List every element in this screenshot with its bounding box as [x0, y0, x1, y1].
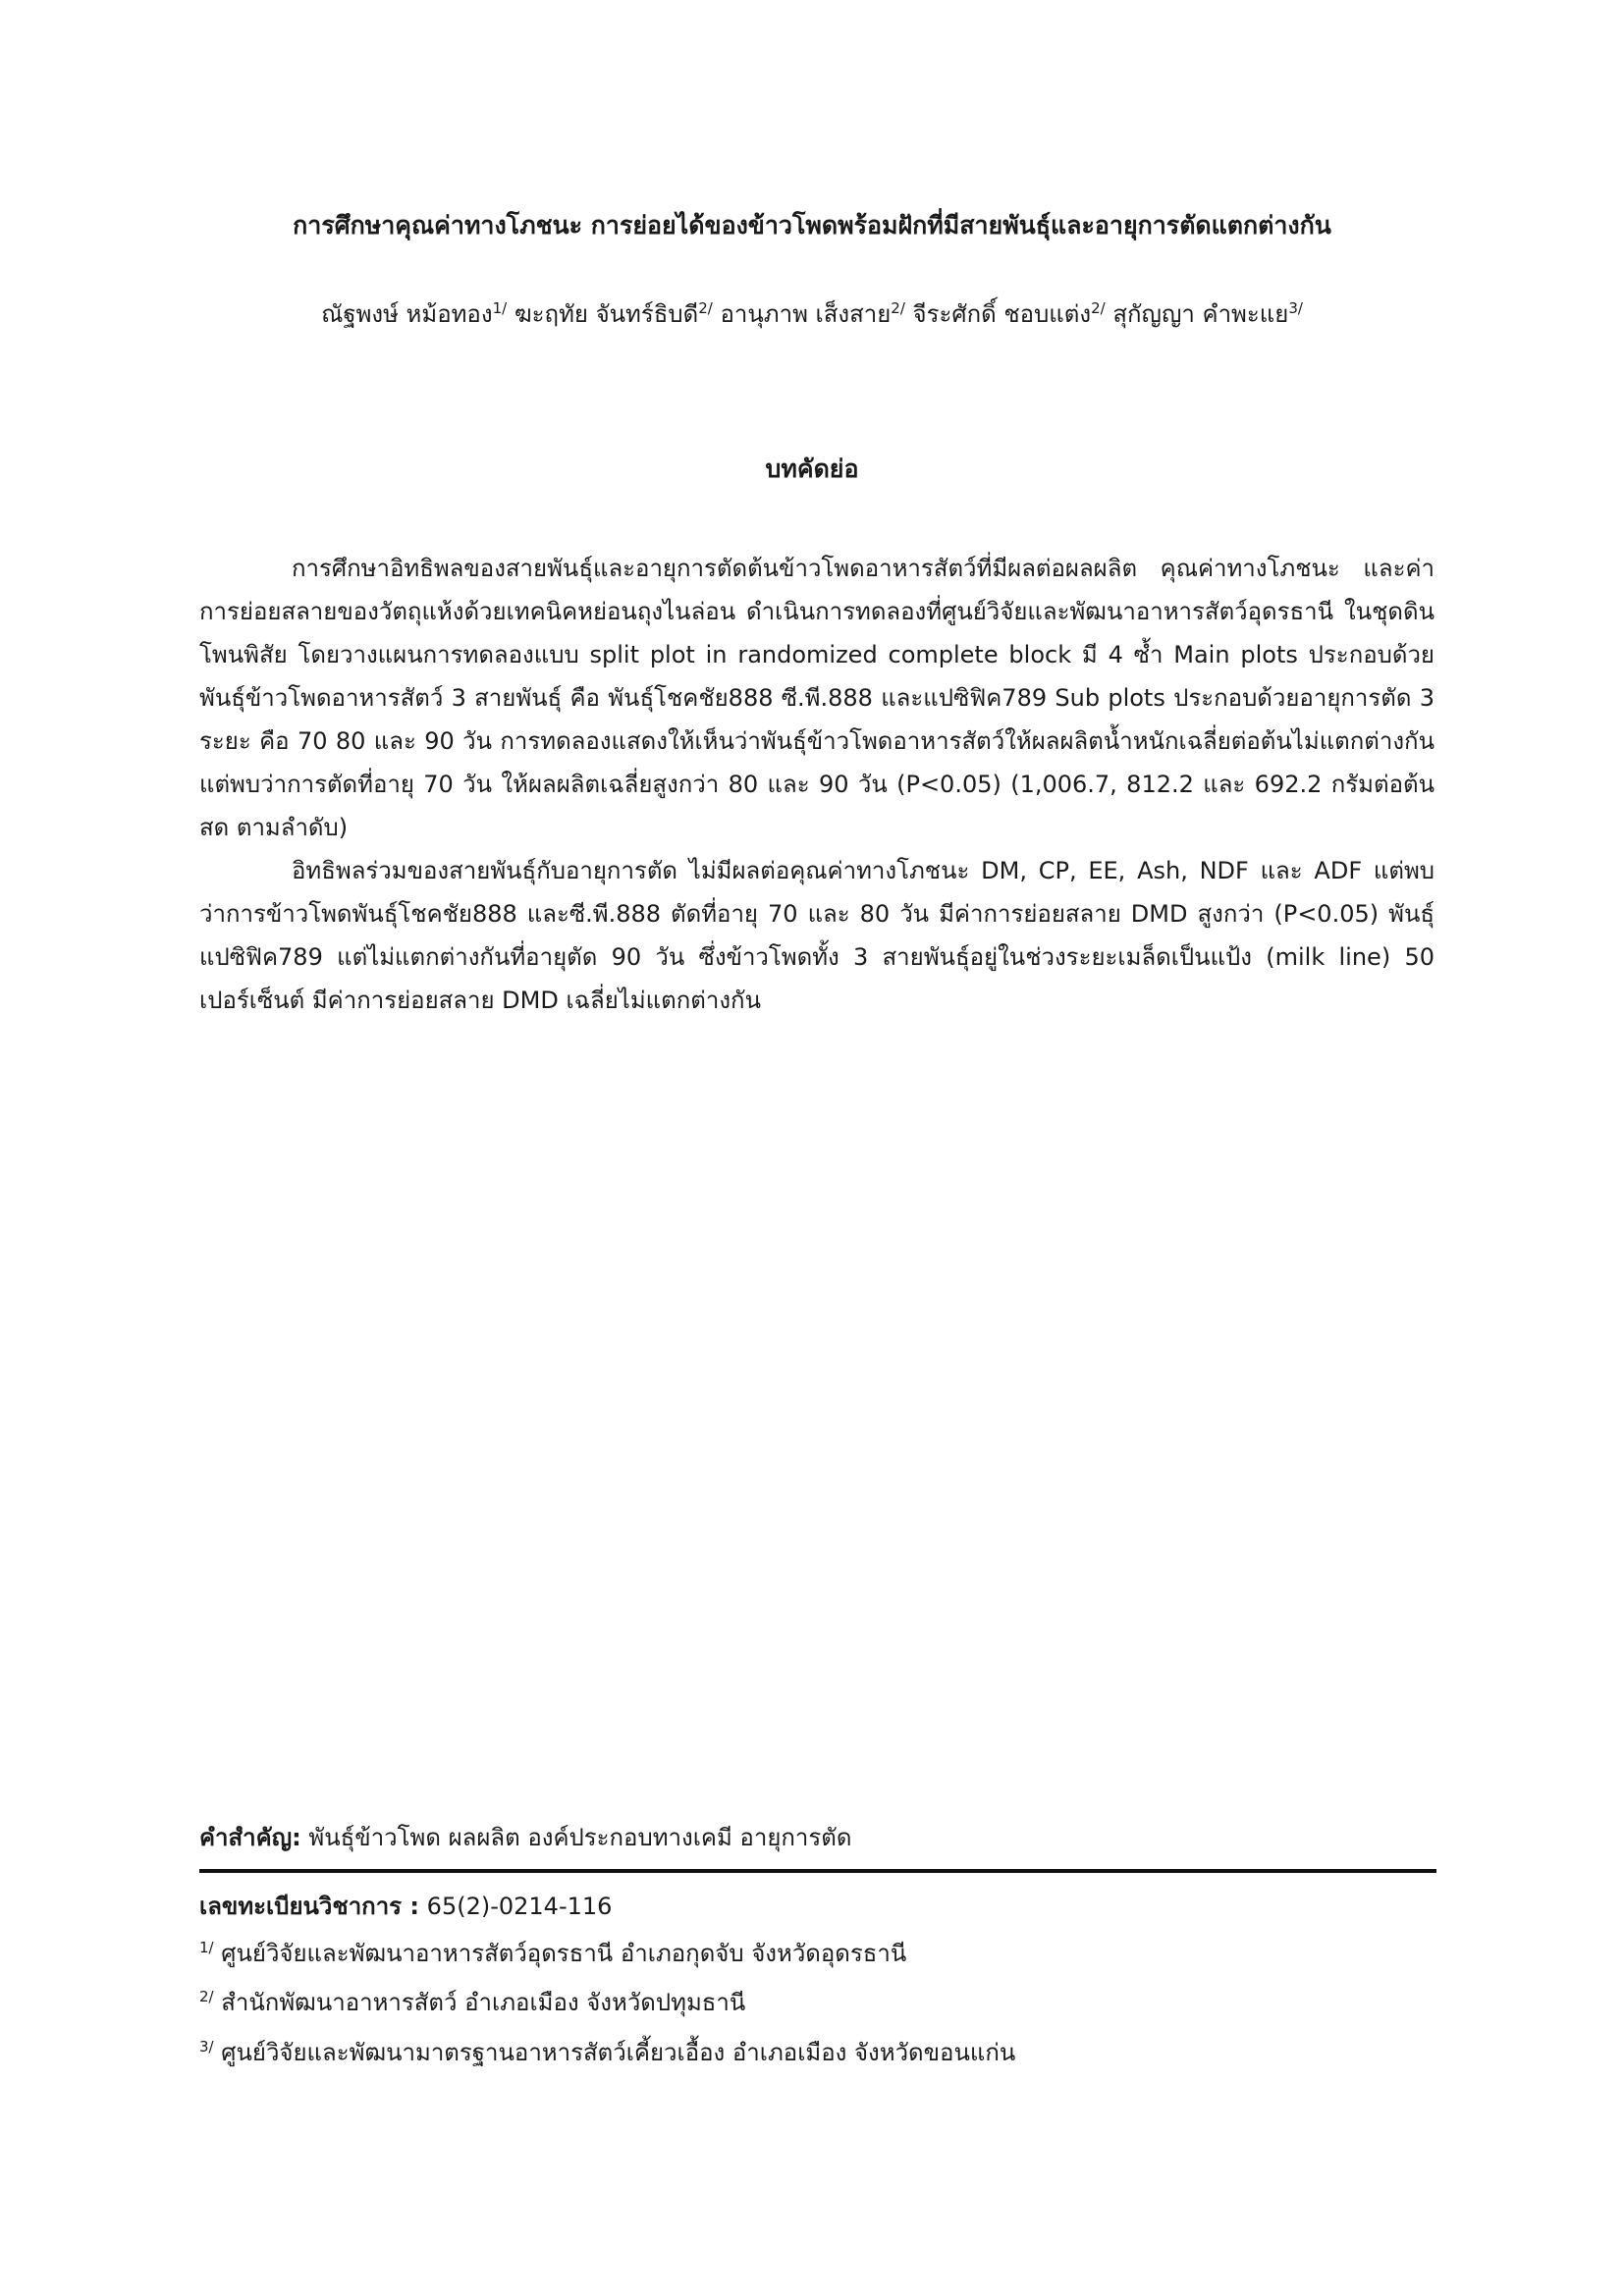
keywords-text: พันธุ์ข้าวโพด ผลผลิต องค์ประกอบทางเคมี อายุการตัด	[308, 1824, 852, 1851]
abstract-paragraph: อิทธิพลร่วมของสายพันธุ์กับอายุการตัด ไม่มีผลต่อคุณค่าทางโภชนะ DM, CP, EE, Ash, NDF และ ADF แต่พบว่าการข้าวโพดพันธุ์โชคชัย888 และซี.พี.888 ตัดที่อายุ 70 และ 80 วัน มีค่าการย่อยสลาย DMD สูงกว่า (P<0.05) พันธุ์แปซิฟิค789 แต่ไม่แตกต่างกันที่อายุตัด 90 วัน ซึ่งข้าวโพดทั้ง 3 สายพันธุ์อยู่ในช่วงระยะเมล็ดเป็นแป้ง (milk line) 50 เปอร์เซ็นต์ มีค่าการย่อยสลาย DMD เฉลี่ยไม่แตกต่างกัน	[199, 857, 1435, 1014]
affiliation-footnote	[199, 2033, 1015, 2072]
author-name: จีระศักดิ์ ชอบแต่ง	[912, 300, 1092, 328]
affiliation-mark: 2/	[199, 1988, 214, 2005]
author-list	[147, 294, 1477, 334]
keywords-line	[199, 1818, 851, 1857]
registration-line	[199, 1887, 612, 1926]
author-affiliation-mark: 2/	[891, 299, 905, 317]
registration-label: เลขทะเบียนวิชาการ :	[199, 1893, 420, 1920]
abstract-body	[199, 547, 1435, 1022]
author-affiliation-mark: 2/	[1091, 299, 1106, 317]
author-name: อานุภาพ เส็งสาย	[720, 300, 892, 328]
affiliation-mark: 1/	[199, 1939, 214, 1956]
author-affiliation-mark: 1/	[492, 299, 508, 317]
affiliation-mark: 3/	[199, 2038, 214, 2056]
affiliation-footnote	[199, 1934, 906, 1973]
affiliation-text: ศูนย์วิจัยและพัฒนาอาหารสัตว์อุดรธานี อำเภอกุดจับ จังหวัดอุดรธานี	[221, 1940, 907, 1967]
keywords-label: คำสำคัญ:	[199, 1824, 301, 1851]
author-name: ณัฐพงษ์ หม้อทอง	[321, 300, 493, 328]
author-name: ฆะฤทัย จันทร์ธิบดี	[514, 300, 699, 328]
abstract-paragraph: การศึกษาอิทธิพลของสายพันธุ์และอายุการตัดต้นข้าวโพดอาหารสัตว์ที่มีผลต่อผลผลิต คุณค่าทางโภชนะ และค่าการย่อยสลายของวัตถุแห้งด้วยเทคนิคหย่อนถุงไนล่อน ดำเนินการทดลองที่ศูนย์วิจัยและพัฒนาอาหารสัตว์อุดรธานี ในชุดดินโพนพิสัย โดยวางแผนการทดลองแบบ split plot in randomized complete block มี 4 ซ้ำ Main plots ประกอบด้วย พันธุ์ข้าวโพดอาหารสัตว์ 3 สายพันธุ์ คือ พันธุ์โชคชัย888 ซี.พี.888 และแปซิฟิค789 Sub plots ประกอบด้วยอายุการตัด 3 ระยะ คือ 70 80 และ 90 วัน การทดลองแสดงให้เห็นว่าพันธุ์ข้าวโพดอาหารสัตว์ให้ผลผลิตน้ำหนักเฉลี่ยต่อต้นไม่แตกต่างกัน แต่พบว่าการตัดที่อายุ 70 วัน ให้ผลผลิตเฉลี่ยสูงกว่า 80 และ 90 วัน (P<0.05) (1,006.7, 812.2 และ 692.2 กรัมต่อต้นสด ตามลำดับ)	[199, 555, 1435, 841]
affiliation-text: สำนักพัฒนาอาหารสัตว์ อำเภอเมือง จังหวัดปทุมธานี	[221, 1989, 746, 2016]
abstract-heading: บทคัดย่อ	[765, 454, 859, 483]
author-name: สุกัญญา คำพะแย	[1112, 300, 1289, 328]
footer-divider	[199, 1869, 1436, 1873]
affiliation-footnote	[199, 1983, 745, 2022]
author-affiliation-mark: 2/	[698, 299, 713, 317]
author-affiliation-mark: 3/	[1288, 299, 1303, 317]
registration-number: 65(2)-0214-116	[426, 1893, 613, 1920]
affiliation-text: ศูนย์วิจัยและพัฒนามาตรฐานอาหารสัตว์เคี้ยวเอื้อง อำเภอเมือง จังหวัดขอนแก่น	[221, 2039, 1016, 2066]
paper-title: การศึกษาคุณค่าทางโภชนะ การย่อยได้ของข้าวโพดพร้อมฝักที่มีสายพันธุ์และอายุการตัดแตกต่างกัน	[293, 211, 1331, 240]
